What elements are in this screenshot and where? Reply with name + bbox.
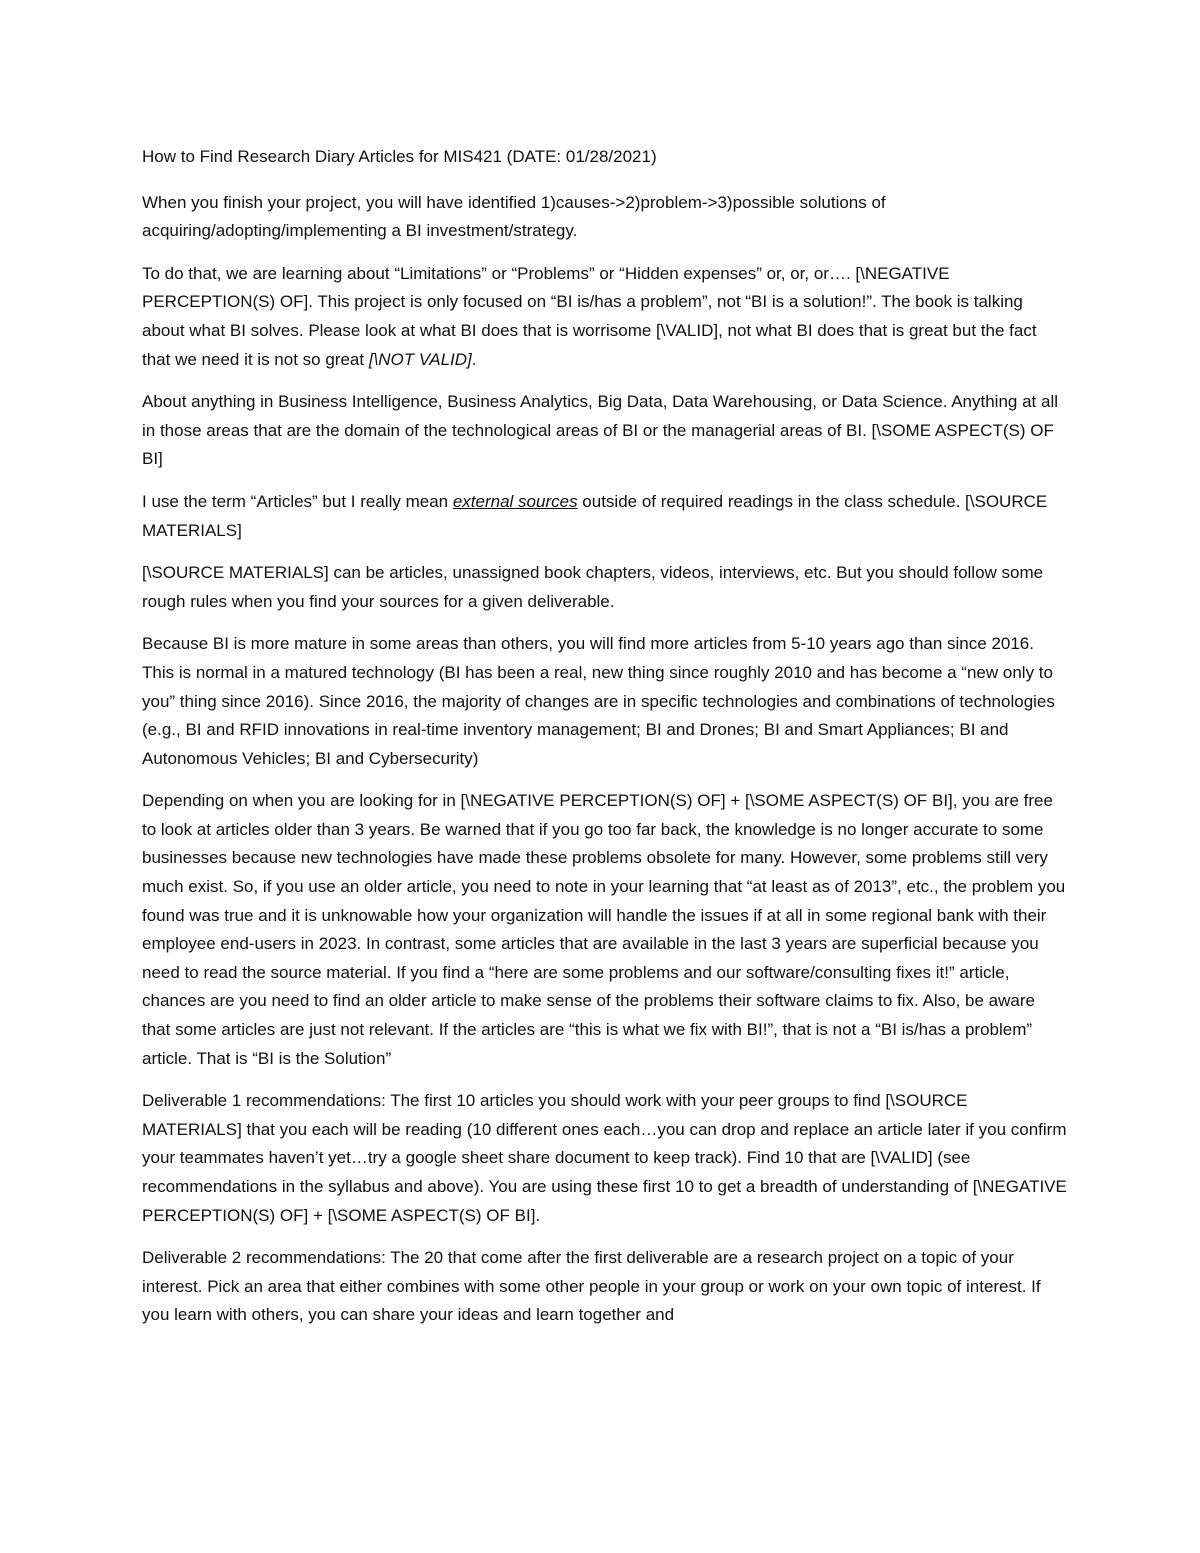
document-title: How to Find Research Diary Articles for MIS421 (DATE: 01/28/2021)	[142, 147, 657, 166]
document-body	[142, 143, 1067, 1344]
paragraph-source-materials: [\SOURCE MATERIALS] can be articles, unassigned book chapters, videos, interviews, etc. But you should follow some rough rules when you find your sources for a given deliverable.	[142, 563, 1044, 611]
not-valid-tag: [\NOT VALID]	[368, 349, 472, 369]
paragraph-deliverable-1: Deliverable 1 recommendations: The first 10 articles you should work with your peer groups to find [\SOURCE MATERIALS] that you each will be reading (10 different ones each…you can drop and replace an article later if you confirm your teammates haven’t yet…try a google sheet share document to keep track). Find 10 that are [\VALID] (see recommendations in the syllabus and above). You are using these first 10 to get a breadth of understanding of [\NEGATIVE PERCEPTION(S) OF] + [\SOME ASPECT(S) OF BI].	[142, 1091, 1067, 1225]
external-sources-emphasis: external sources	[452, 491, 578, 511]
paragraph-project-goal: When you finish your project, you will have identified 1)causes->2)problem->3)possible solutions of acquiring/adopting/implementing a BI investment/strategy.	[142, 192, 886, 241]
paragraph-negative-perception-end: .	[471, 349, 477, 369]
paragraph-article-age: Depending on when you are looking for in [\NEGATIVE PERCEPTION(S) OF] + [\SOME ASPECT(S) OF BI], you are free to look at articles older than 3 years. Be warned that if you go too far back, the knowledge is no longer accurate to some businesses because new technologies have made these problems obsolete for many. However, some problems still very much exist. So, if you use an older article, you need to note in your learning that “at least as of 2013”, etc., the problem you found was true and it is unknowable how your organization will handle the issues if at all in some regional bank with their employee end-users in 2023. In contrast, some articles that are available in the last 3 years are superficial because you need to read the source material. If you find a “here are some problems and our software/consulting fixes it!” article, chances are you need to find an older article to make sense of the problems their software claims to fix. Also, be aware that some articles are just not relevant. If the articles are “this is what we fix with BI!”, that is not a “BI is/has a problem” article. That is “BI is the Solution”	[142, 791, 1066, 1068]
paragraph-negative-perception	[142, 260, 1067, 374]
articles-term-text-end: outside of required readings in the class schedule. [\SOURCE MATERIALS]	[142, 491, 1048, 540]
paragraph-bi-maturity: Because BI is more mature in some areas than others, you will find more articles from 5-10 years ago than since 2016. This is normal in a matured technology (BI has been a real, new thing since roughly 2010 and has become a “new only to you” thing since 2016). Since 2016, the majority of changes are in specific technologies and combinations of technologies (e.g., BI and RFID innovations in real-time inventory management; BI and Drones; BI and Smart Appliances; BI and Autonomous Vehicles; BI and Cybersecurity)	[142, 634, 1055, 768]
articles-term-text: I use the term “Articles” but I really mean	[142, 491, 453, 511]
paragraph-deliverable-2: Deliverable 2 recommendations: The 20 that come after the first deliverable are a research project on a topic of your interest. Pick an area that either combines with some other people in your group or work on your own topic of interest. If you learn with others, you can share your ideas and learn together and	[142, 1248, 1041, 1325]
paragraph-negative-perception-text: To do that, we are learning about “Limitations” or “Problems” or “Hidden expenses” or, or, or…. [\NEGATIVE PERCEPTION(S) OF]. This project is only focused on “BI is/has a problem”, not “BI is a solution!”. The book is talking about what BI solves. Please look at what BI does that is worrisome [\VALID], not what BI does that is great but the fact that we need it is not so great	[142, 263, 1037, 369]
paragraph-bi-aspects: About anything in Business Intelligence, Business Analytics, Big Data, Data Warehousing, or Data Science. Anything at all in those areas that are the domain of the technological areas of BI or the managerial areas of BI. [\SOME ASPECT(S) OF BI]	[142, 392, 1058, 469]
paragraph-articles-term	[142, 488, 1067, 545]
